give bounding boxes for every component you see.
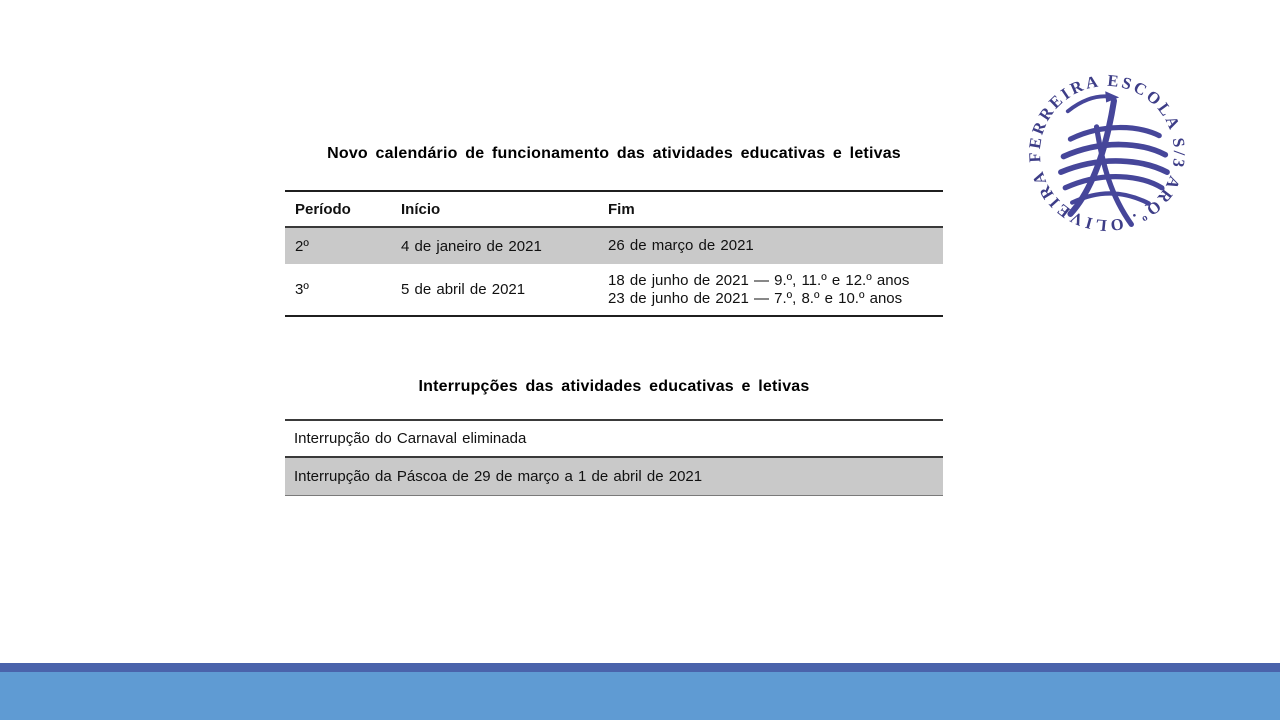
cell-fim-line: 26 de março de 2021 [608,237,754,254]
footer-light-band [0,672,1280,720]
interruption-text: Interrupção do Carnaval eliminada [294,430,527,447]
table-row [285,264,943,315]
cell-fim [598,272,943,308]
cell-inicio: 5 de abril de 2021 [401,281,526,298]
header-fim: Fim [608,200,635,218]
cell-fim [598,237,943,255]
cell-fim-line: 18 de junho de 2021 — 9.º, 11.º e 12.º anos [608,271,910,289]
calendar-table-header-row [285,192,943,228]
school-logo [1018,66,1196,240]
cell-inicio: 4 de janeiro de 2021 [401,237,542,255]
calendar-table [285,190,943,317]
cell-fim-line: 23 de junho de 2021 — 7.º, 8.º e 10.º anos [608,289,903,307]
interruption-text: Interrupção da Páscoa de 29 de março a 1 de abril de 2021 [294,468,703,485]
school-logo-emblem [1018,66,1196,240]
interruptions-section-title: Interrupções das atividades educativas e letivas [418,378,810,395]
table-row [285,228,943,264]
calendar-section-title: Novo calendário de funcionamento das atividades educativas e letivas [327,145,901,162]
cell-periodo: 3º [295,281,309,298]
logo-ring-text: ESCOLA S/3 ARQº. OLIVEIRA FERREIRA [1024,70,1190,236]
table-row [285,458,943,496]
header-inicio: Início [401,200,441,218]
interruptions-table [285,419,943,496]
footer-dark-band [0,663,1280,672]
table-row [285,421,943,458]
cell-periodo: 2º [295,237,309,255]
header-periodo: Período [295,200,351,218]
